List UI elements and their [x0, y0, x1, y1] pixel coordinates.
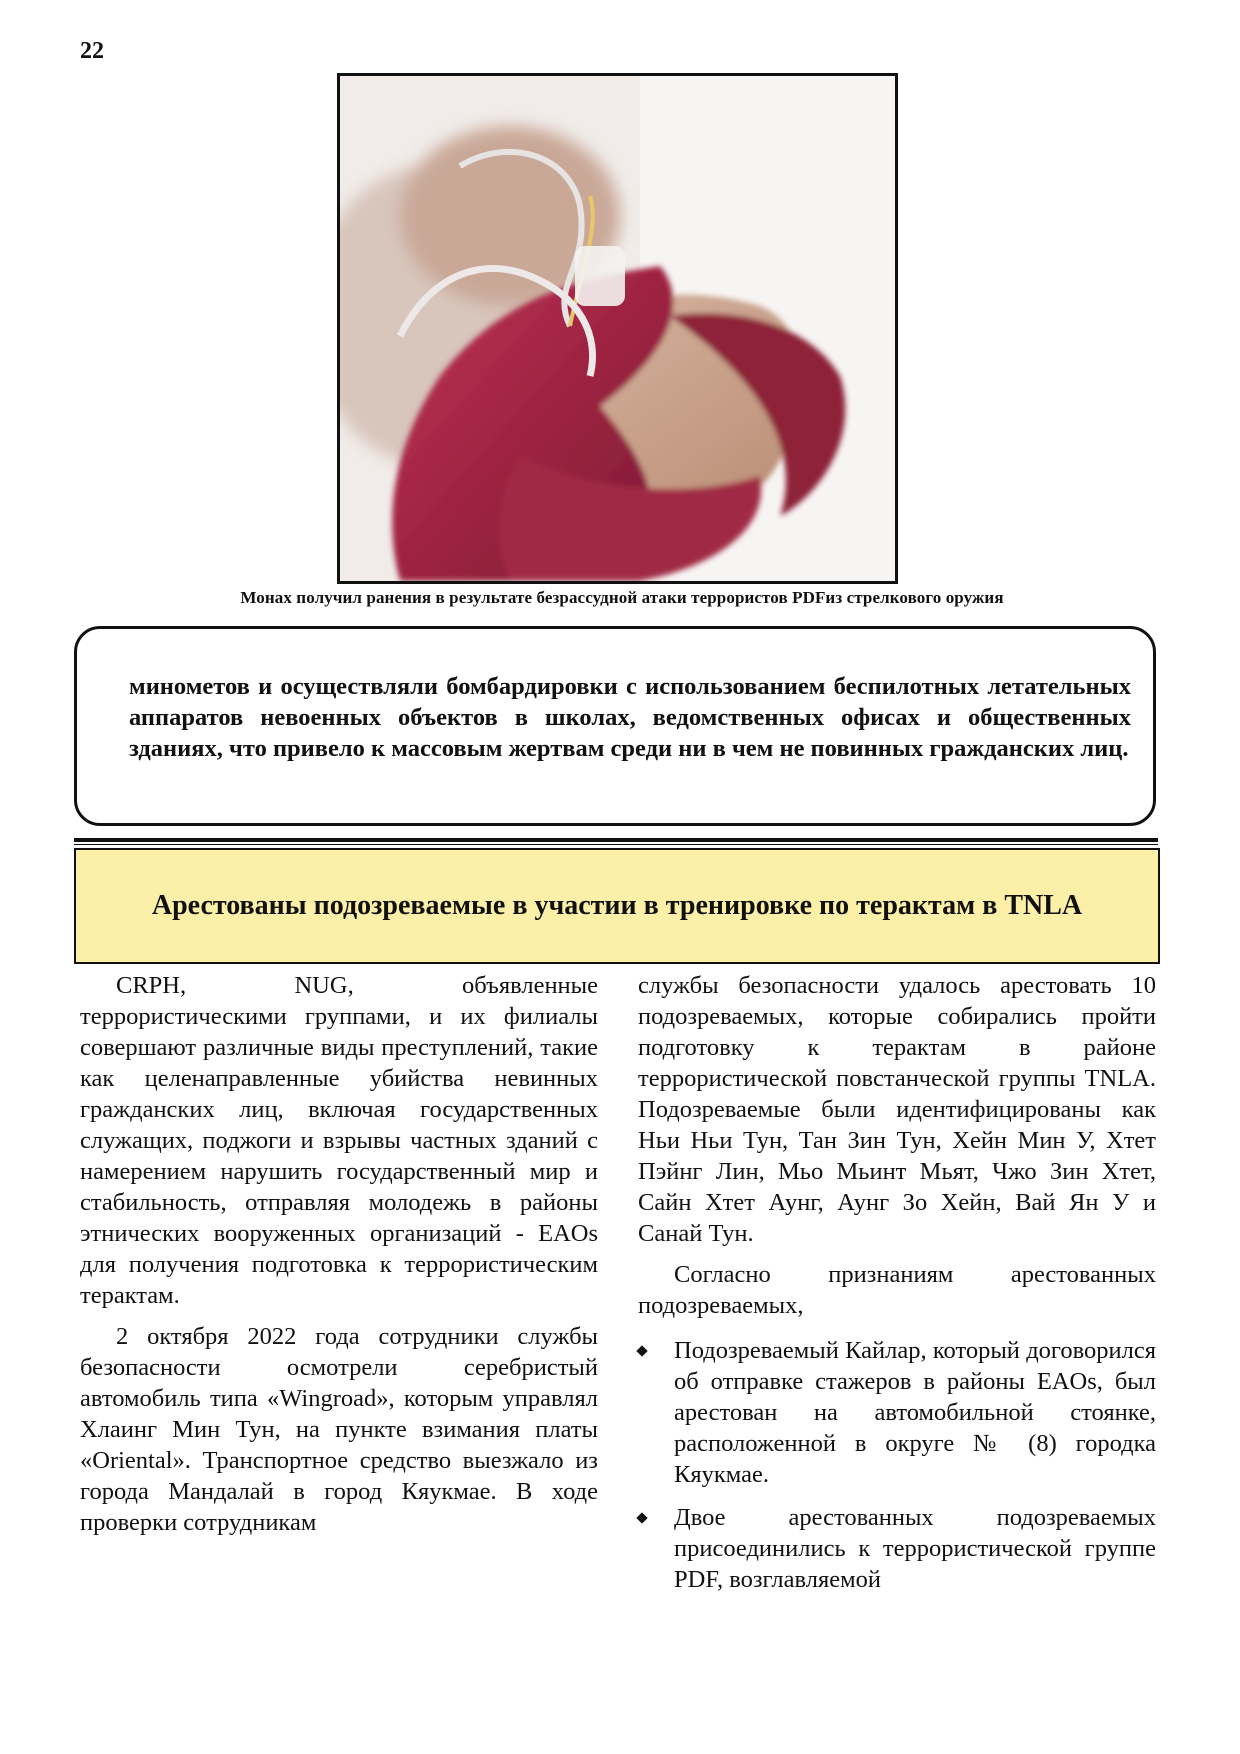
- quote-box: [74, 626, 1156, 826]
- diamond-bullet-icon: [636, 1345, 647, 1356]
- photo-illustration: [340, 76, 895, 581]
- divider-thin: [74, 844, 1158, 845]
- list-item: [638, 1335, 1156, 1490]
- headline-box: [74, 848, 1160, 964]
- paragraph: 2 октября 2022 года сотрудники службы безопасности осмотрели серебристый автомобиль типа «Wingroad», которым управлял Хлаинг Мин Тун, на пункте взимания платы «Oriental». Транспортное средство выезжало из города Мандалай в город Кяукмае. В ходе проверки сотрудникам: [80, 1323, 598, 1536]
- paragraph: CRPH, NUG, объявленные террористическими группами, и их филиалы совершают различные виды преступлений, такие как целенаправленные убийства невинных гражданских лиц, включая государственных служащих, поджоги и взрывы частных зданий с намерением нарушить государственный мир и стабильность, отправляя молодежь в районы этнических вооруженных организаций - EAOs для получения подготовка к террористическим терактам.: [80, 972, 598, 1309]
- bullet-list: [638, 1335, 1156, 1595]
- list-item-text: Подозреваемый Кайлар, который договорился об отправке стажеров в районы EAOs, был арестован на автомобильной стоянке, расположенной в округе № (8) городка Кяукмае.: [674, 1337, 1156, 1488]
- right-column: [638, 970, 1156, 1607]
- paragraph: Согласно признаниям арестованных подозреваемых,: [638, 1261, 1156, 1319]
- list-item-text: Двое арестованных подозреваемых присоединились к террористической группе PDF, возглавляемой: [674, 1504, 1156, 1593]
- quote-text: минометов и осуществляли бомбардировки с использованием беспилотных летательных аппаратов невоенных объектов в школах, ведомственных офисах и общественных зданиях, что привело к массовым жертвам среди ни в чем не повинных гражданских лиц.: [129, 673, 1131, 762]
- photo-injured-monk: [337, 73, 898, 584]
- list-item: [638, 1502, 1156, 1595]
- diamond-bullet-icon: [636, 1512, 647, 1523]
- divider: [74, 838, 1158, 842]
- page-number: 22: [80, 38, 104, 64]
- photo-caption: Монах получил ранения в результате безрассудной атаки террористов PDFиз стрелкового оружия: [240, 588, 1004, 607]
- paragraph: службы безопасности удалось арестовать 10 подозреваемых, которые собирались пройти подготовку к терактам в районе террористической повстанческой группы TNLA. Подозреваемые были идентифицированы как Ньи Ньи Тун, Тан Зин Тун, Хейн Мин У, Хтет Пэйнг Лин, Мьо Мьинт Мьят, Чжо Зин Хтет, Сайн Хтет Аунг, Аунг Зо Хейн, Вай Ян У и Санай Тун.: [638, 972, 1156, 1247]
- article-headline: Арестованы подозреваемые в участии в тренировке по терактам в TNLA: [151, 890, 1083, 921]
- left-column: [80, 970, 598, 1548]
